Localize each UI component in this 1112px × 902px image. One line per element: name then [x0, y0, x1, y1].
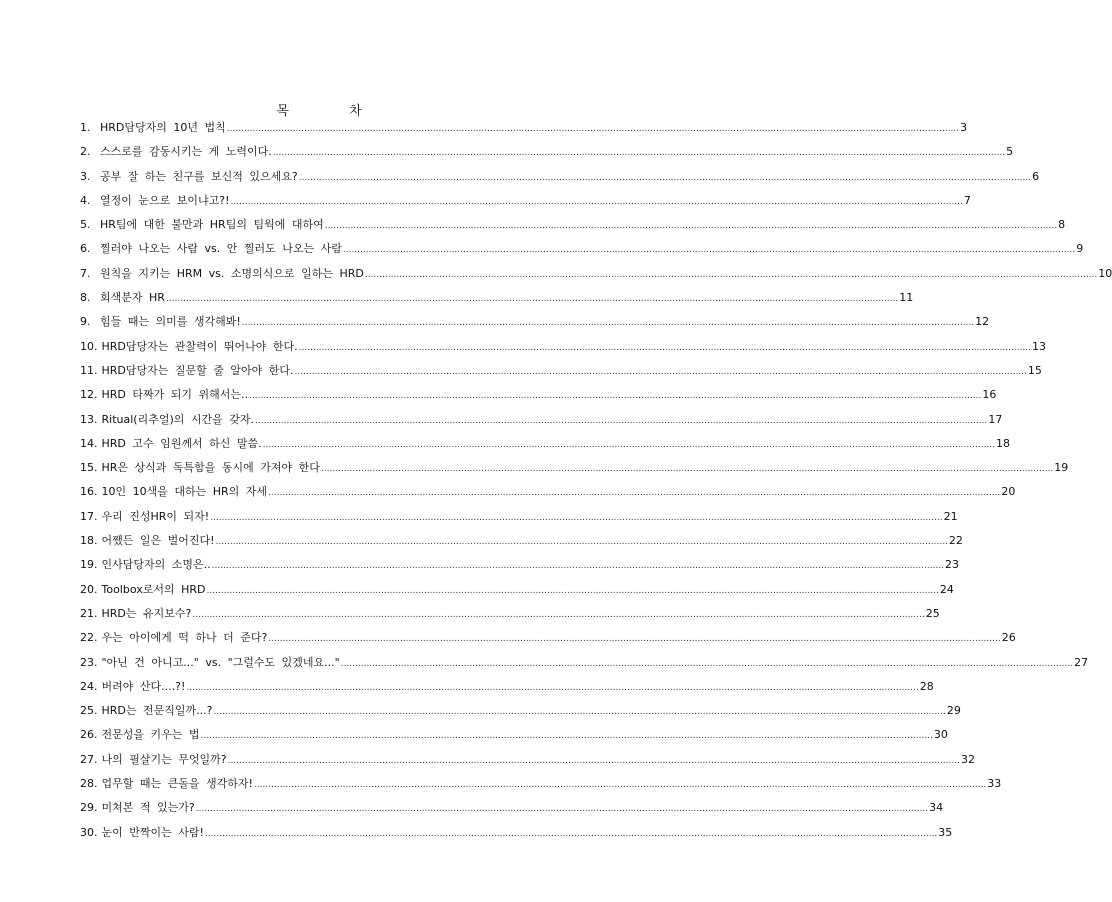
toc-entry: [80, 383, 997, 407]
toc-entry-number: 21.: [80, 606, 98, 620]
toc-entry: [80, 602, 940, 626]
toc-entry-title: 나의 필살기는 무엇일까?: [101, 752, 227, 766]
toc-dot-leader: [210, 506, 942, 530]
toc-entry-title: 우리 진성HR이 되자!: [101, 509, 210, 523]
toc-entry-title: HRD담당자는 질문할 줄 알아야 한다.: [101, 363, 294, 377]
toc-entry-number: 14.: [80, 436, 98, 450]
toc-entry: [80, 456, 1069, 480]
toc-entry-number: 8.: [80, 291, 91, 305]
toc-dot-leader: [263, 433, 995, 457]
toc-dot-leader: [295, 360, 1027, 384]
toc-dot-leader: [227, 117, 959, 141]
toc-dot-leader: [207, 579, 939, 603]
toc-entry-number: 24.: [80, 679, 98, 693]
toc-entry-number: 25.: [80, 704, 98, 718]
toc-entry-page: 24: [939, 582, 954, 596]
toc-entry-number: 10.: [80, 339, 98, 353]
toc-entry-number: 16.: [80, 485, 98, 499]
toc-entry-title: HR팀에 대한 불만과 HR팀의 팀웍에 대하여: [100, 218, 324, 232]
toc-dot-leader: [166, 287, 898, 311]
toc-entry-title: 회색분자 HR: [100, 291, 165, 305]
toc-entry-page: 19: [1054, 461, 1069, 475]
toc-entry-page: 33: [987, 777, 1002, 791]
toc-entry: [80, 310, 990, 334]
toc-entry-title: 눈이 반짝이는 사람!: [101, 825, 204, 839]
toc-dot-leader: [268, 627, 1000, 651]
toc-dot-leader: [343, 238, 1075, 262]
toc-entry-title: "아닌 건 아니고..." vs. "그럴수도 있겠네요...": [101, 655, 340, 669]
toc-entry: [80, 651, 1089, 675]
toc-entry-page: 28: [919, 679, 934, 693]
toc-entry-number: 7.: [80, 266, 91, 280]
toc-entry-title: 버려야 산다....?!: [101, 679, 186, 693]
toc-entry-title: 찔러야 나오는 사람 vs. 안 찔러도 나오는 사람: [100, 242, 342, 256]
toc-entry-page: 8: [1058, 218, 1066, 232]
toc-entry: [80, 675, 934, 699]
toc-dot-leader: [205, 822, 937, 846]
toc-entry-number: 3.: [80, 169, 91, 183]
toc-entry-page: 34: [929, 801, 944, 815]
toc-dot-leader: [299, 166, 1031, 190]
toc-entry: [80, 237, 1084, 261]
toc-dot-leader: [365, 263, 1097, 287]
toc-entry-title: 스스로를 감동시키는 게 노력이다.: [100, 145, 272, 159]
toc-dot-leader: [216, 530, 948, 554]
toc-entry-page: 30: [933, 728, 948, 742]
toc-dot-leader: [201, 724, 933, 748]
toc-entry-number: 29.: [80, 801, 98, 815]
toc-entry-title: 10인 10색을 대하는 HR의 자세: [101, 485, 268, 499]
toc-entry-page: 27: [1074, 655, 1089, 669]
toc-dot-leader: [321, 457, 1053, 481]
toc-entry: [80, 723, 948, 747]
toc-dot-leader: [254, 773, 986, 797]
toc-entry-title: 공부 잘 하는 친구를 보신적 있으세요?: [100, 169, 298, 183]
toc-entry-page: 11: [899, 291, 914, 305]
toc-entry-title: HRD는 전문직일까...?: [101, 704, 213, 718]
toc-entry: [80, 359, 1042, 383]
toc-entry: [80, 772, 1002, 796]
toc-entry-title: Ritual(리추얼)의 시간을 갖자.: [101, 412, 254, 426]
toc-entry-page: 9: [1076, 242, 1084, 256]
toc-dot-leader: [242, 311, 974, 335]
toc-entry-title: Toolbox로서의 HRD: [101, 582, 206, 596]
toc-entry: [80, 699, 961, 723]
toc-entry-page: 26: [1001, 631, 1016, 645]
toc-entry-title: 업무할 때는 큰돌을 생각하자!: [101, 777, 253, 791]
toc-entry-title: HRD담당자의 10년 법칙: [100, 121, 226, 134]
toc-list: [80, 116, 1112, 845]
toc-dot-leader: [299, 336, 1031, 360]
toc-title: 목 차: [276, 104, 390, 119]
toc-entry: [80, 553, 959, 577]
toc-entry-number: 2.: [80, 145, 91, 159]
toc-entry-number: 18.: [80, 534, 98, 548]
toc-entry-title: 어쨌든 일은 벌어진다!: [101, 534, 215, 548]
toc-entry-number: 9.: [80, 315, 91, 329]
toc-entry: [80, 578, 954, 602]
toc-entry-page: 7: [963, 193, 971, 207]
toc-entry-title: 미쳐본 적 있는가?: [101, 801, 195, 815]
toc-entry-number: 23.: [80, 655, 98, 669]
toc-entry-number: 4.: [80, 193, 91, 207]
toc-entry-title: 우는 아이에게 떡 하나 더 준다?: [101, 631, 268, 645]
toc-dot-leader: [213, 700, 945, 724]
toc-entry-number: 12.: [80, 388, 98, 402]
toc-entry: [80, 140, 1014, 164]
toc-entry-page: 6: [1032, 169, 1040, 183]
toc-entry-page: 35: [938, 825, 953, 839]
toc-entry: [80, 480, 1016, 504]
toc-entry: [80, 286, 914, 310]
toc-dot-leader: [231, 190, 963, 214]
toc-entry-number: 30.: [80, 825, 98, 839]
toc-dot-leader: [196, 797, 928, 821]
toc-dot-leader: [325, 214, 1057, 238]
toc-entry-title: 인사담당자의 소명은..: [101, 558, 211, 572]
toc-entry-title: 힘들 때는 의미를 생각해봐!: [100, 315, 241, 329]
toc-entry-page: 29: [946, 704, 961, 718]
toc-entry-title: 열정이 눈으로 보이냐고?!: [100, 193, 230, 207]
toc-entry-number: 6.: [80, 242, 91, 256]
toc-entry: [80, 165, 1040, 189]
toc-entry: [80, 796, 944, 820]
toc-entry-number: 13.: [80, 412, 98, 426]
toc-entry: [80, 748, 975, 772]
toc-entry-number: 26.: [80, 728, 98, 742]
toc-entry-page: 18: [996, 436, 1011, 450]
toc-entry-title: HRD담당자는 관찰력이 뛰어나야 한다.: [101, 339, 298, 353]
toc-entry-title: 전문성을 키우는 법: [101, 728, 200, 742]
toc-dot-leader: [228, 749, 960, 773]
toc-entry: [80, 213, 1066, 237]
toc-entry-page: 17: [988, 412, 1003, 426]
toc-dot-leader: [212, 554, 944, 578]
toc-entry-page: 23: [945, 558, 959, 572]
toc-dot-leader: [341, 652, 1073, 676]
toc-entry-page: 16: [982, 388, 997, 402]
toc-entry-number: 15.: [80, 461, 98, 475]
toc-entry: [80, 626, 1016, 650]
toc-entry: [80, 821, 953, 845]
toc-dot-leader: [249, 384, 981, 408]
toc-entry-title: HRD 고수 임원께서 하신 말씀.: [101, 436, 262, 450]
toc-entry-number: 11.: [80, 363, 98, 377]
toc-entry: [80, 189, 971, 213]
toc-entry: [80, 408, 1003, 432]
toc-entry-title: HR은 상식과 독특함을 동시에 가져야 한다: [101, 461, 320, 475]
toc-entry-page: 15: [1027, 363, 1042, 377]
toc-entry-number: 27.: [80, 752, 98, 766]
toc-entry: [80, 432, 1011, 456]
toc-dot-leader: [186, 676, 918, 700]
toc-entry-number: 1.: [80, 121, 91, 134]
toc-dot-leader: [273, 141, 1005, 165]
toc-entry-number: 28.: [80, 777, 98, 791]
toc-entry-page: 12: [975, 315, 990, 329]
toc-entry-page: 20: [1001, 485, 1016, 499]
toc-dot-leader: [255, 409, 987, 433]
toc-entry-page: 25: [925, 606, 940, 620]
toc-entry-number: 5.: [80, 218, 91, 232]
toc-entry-page: 13: [1032, 339, 1047, 353]
toc-entry-page: 3: [960, 121, 968, 134]
toc-entry-page: 10: [1098, 266, 1112, 280]
toc-entry-page: 5: [1006, 145, 1014, 159]
toc-entry: [80, 262, 1112, 286]
toc-entry-page: 32: [960, 752, 975, 766]
toc-entry-number: 20.: [80, 582, 98, 596]
toc-entry: [80, 505, 958, 529]
toc-entry-number: 19.: [80, 558, 98, 572]
toc-entry-title: HRD 타짜가 되기 위해서는..: [101, 388, 249, 402]
toc-entry-page: 22: [948, 534, 963, 548]
toc-entry-title: HRD는 유지보수?: [101, 606, 192, 620]
toc-dot-leader: [268, 481, 1000, 505]
toc-entry: [80, 116, 968, 140]
toc-entry: [80, 335, 1047, 359]
toc-entry: [80, 529, 963, 553]
toc-entry-number: 17.: [80, 509, 98, 523]
toc-entry-number: 22.: [80, 631, 98, 645]
toc-dot-leader: [192, 603, 924, 627]
toc-entry-title: 원칙을 지키는 HRM vs. 소명의식으로 일하는 HRD: [100, 266, 364, 280]
toc-entry-page: 21: [943, 509, 958, 523]
